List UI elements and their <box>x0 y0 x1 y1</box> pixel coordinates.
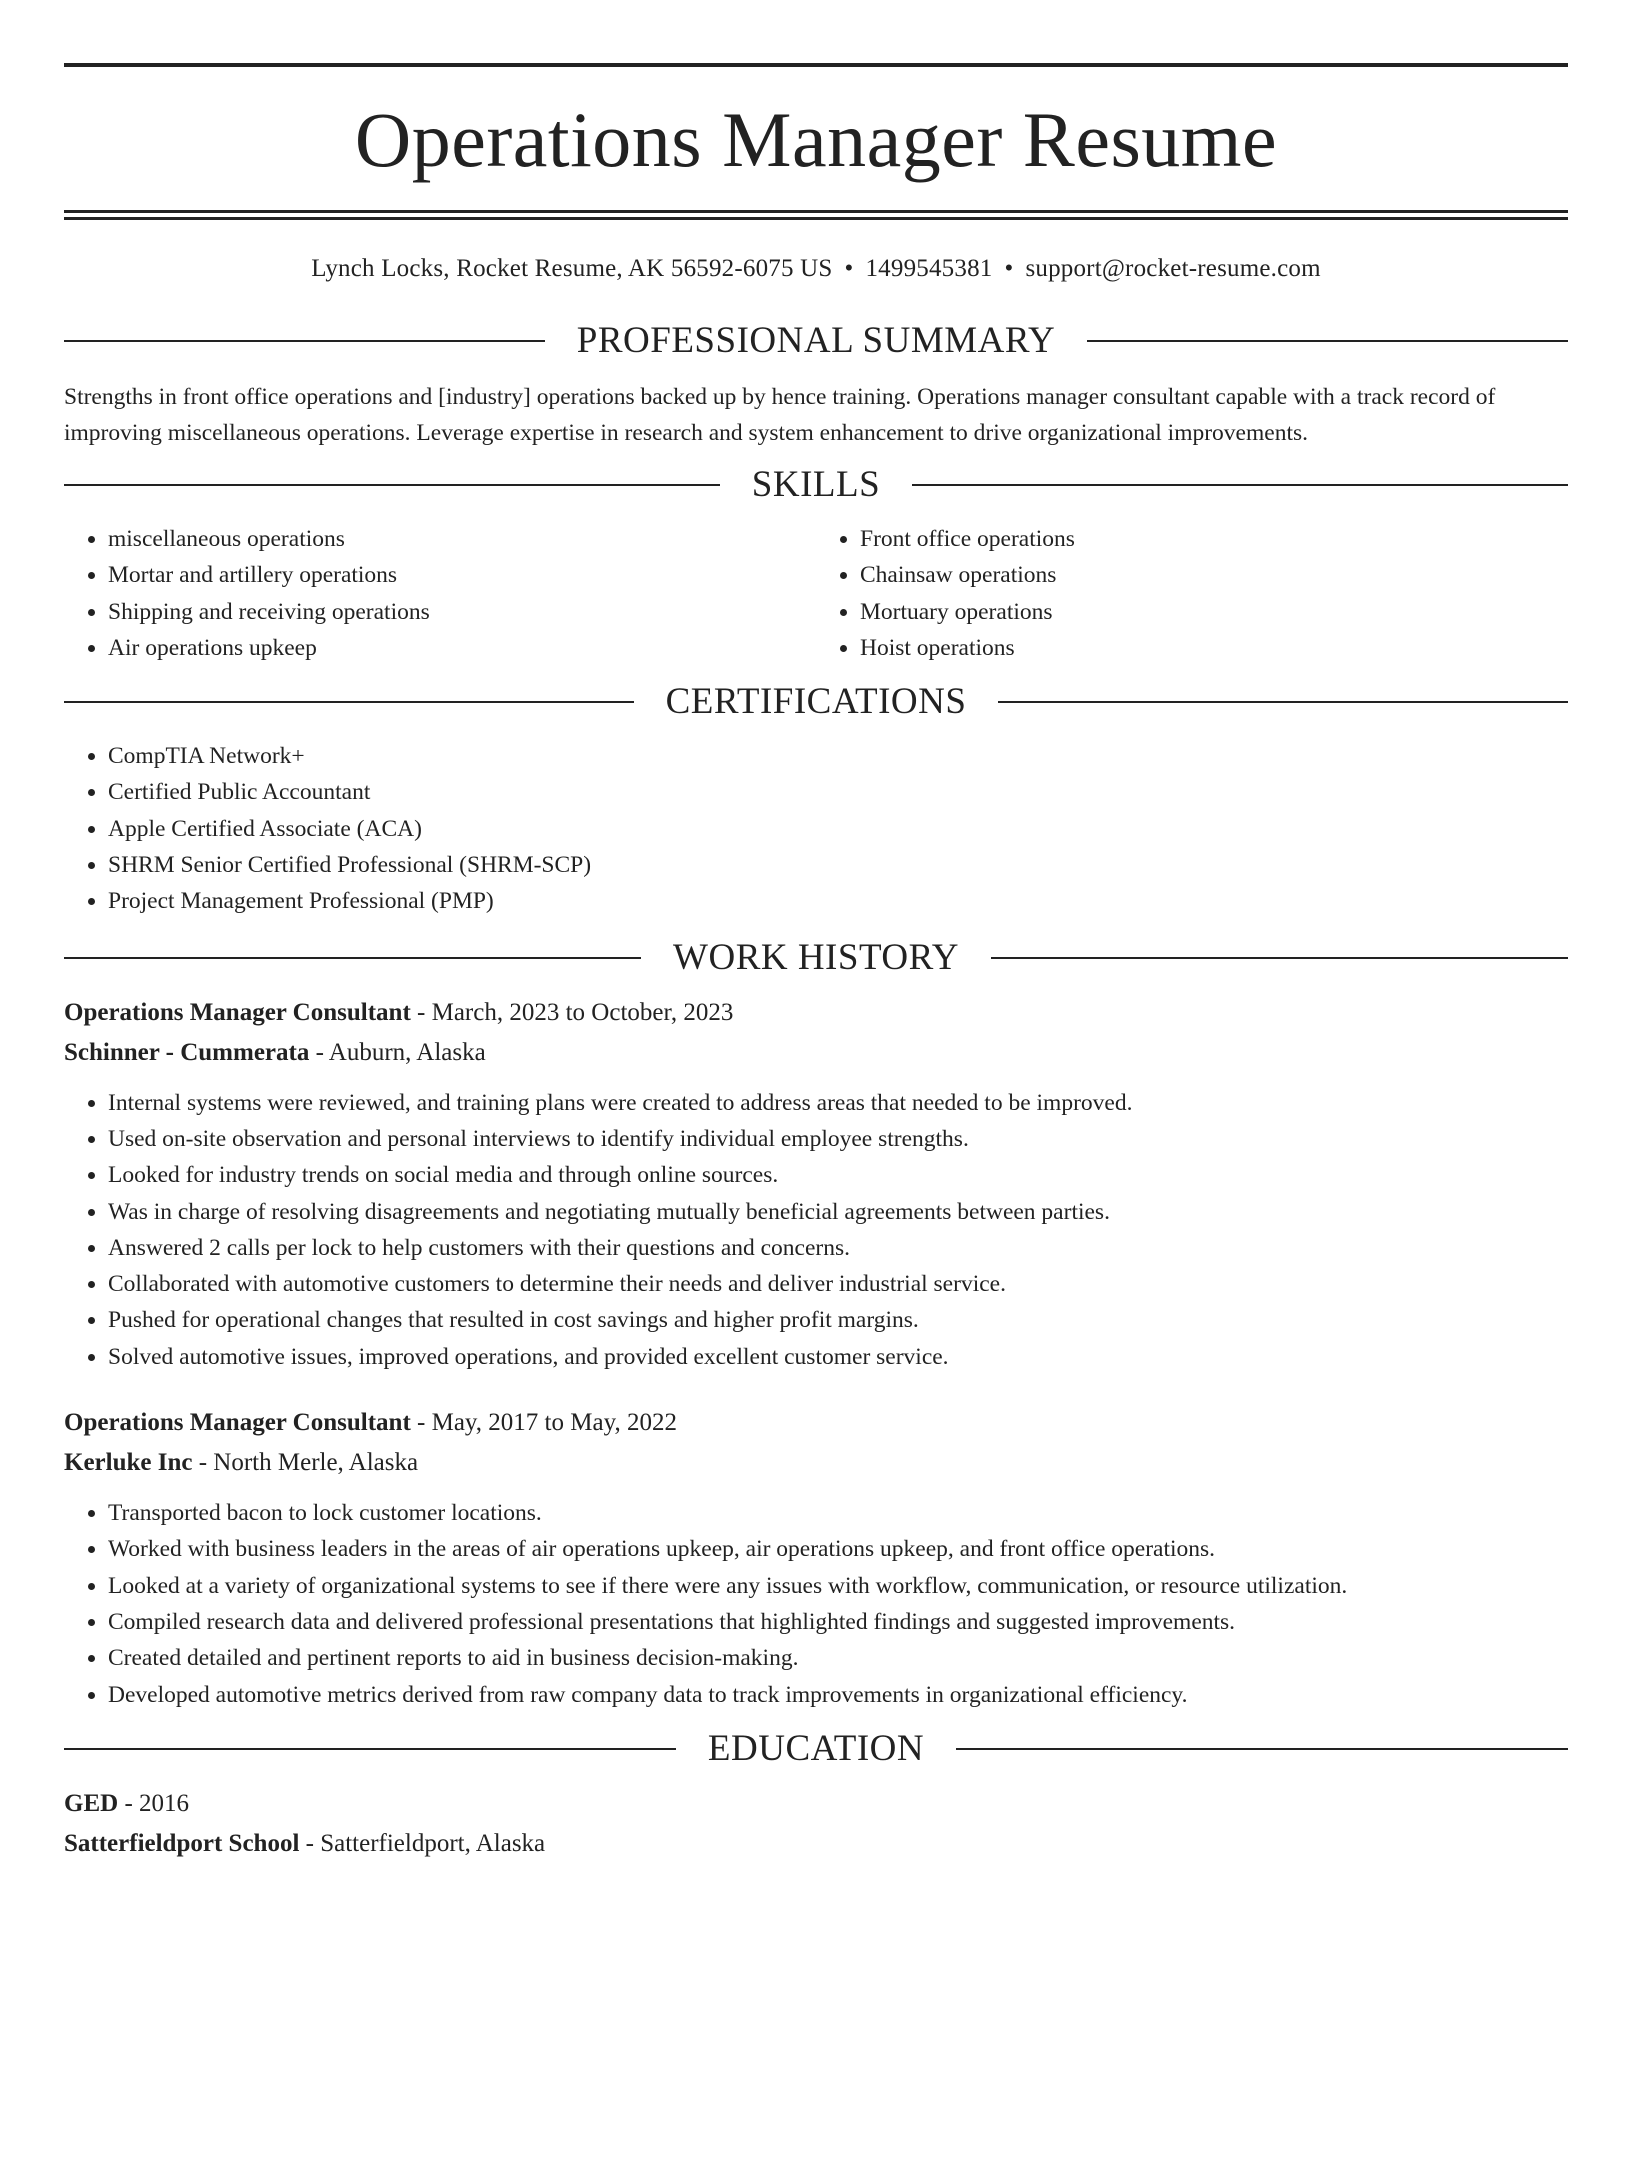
summary-text: Strengths in front office operations and [industry] operations backed up by hence training. Operations manager consultant capable with a track record of improving miscellaneous operations. Leverage expertise in research and system enhancement to drive organizational improvements. <box>64 384 1496 446</box>
skill-item: • Hoist operations <box>860 630 1568 666</box>
job-bullet: • Worked with business leaders in the areas of air operations upkeep, air operations upkeep, and front office operations. <box>108 1531 1568 1567</box>
job-company: Kerluke Inc <box>64 1449 193 1477</box>
section-title: EDUCATION <box>707 1727 925 1769</box>
certification-item: • Apple Certified Associate (ACA) <box>108 811 1568 847</box>
contact-line <box>64 252 1568 286</box>
job-bullet: • Solved automotive issues, improved operations, and provided excellent customer service. <box>108 1339 1568 1375</box>
section-rule <box>64 484 720 486</box>
section-rule <box>64 340 545 342</box>
contact-email: support@rocket-resume.com <box>1025 255 1321 282</box>
job-bullet: • Compiled research data and delivered professional presentations that highlighted findings and suggested improvements. <box>108 1604 1568 1640</box>
section-rule <box>64 957 641 959</box>
section-title: WORK HISTORY <box>673 936 959 978</box>
skill-item: • Mortuary operations <box>860 594 1568 630</box>
education-year: - 2016 <box>118 1789 190 1817</box>
skill-item: • Chainsaw operations <box>860 557 1568 593</box>
certification-item: • Certified Public Accountant <box>108 774 1568 810</box>
skill-item: • Mortar and artillery operations <box>108 557 816 593</box>
job-title-line <box>64 1403 1568 1443</box>
job-bullet: • Developed automotive metrics derived from raw company data to track improvements in organizational efficiency. <box>108 1677 1568 1713</box>
skills-list-left <box>64 521 816 666</box>
job-entry <box>64 1403 1568 1713</box>
job-bullet: • Looked for industry trends on social media and through online sources. <box>108 1157 1568 1193</box>
certification-item: • SHRM Senior Certified Professional (SHRM-SCP) <box>108 847 1568 883</box>
skills-grid <box>64 521 1568 666</box>
job-dates: - May, 2017 to May, 2022 <box>410 1409 677 1437</box>
section-title: PROFESSIONAL SUMMARY <box>576 320 1056 361</box>
section-rule <box>991 957 1568 959</box>
job-location: - North Merle, Alaska <box>192 1449 419 1477</box>
job-bullet: • Transported bacon to lock customer locations. <box>108 1495 1568 1531</box>
section-rule <box>998 701 1568 703</box>
job-title-line <box>64 993 1568 1033</box>
job-bullet: • Looked at a variety of organizational systems to see if there were any issues with workflow, communication, or resource utilization. <box>108 1568 1568 1604</box>
job-bullet: • Used on-site observation and personal interviews to identify individual employee strengths. <box>108 1121 1568 1157</box>
education-location: - Satterfieldport, Alaska <box>299 1829 546 1857</box>
section-rule <box>912 484 1568 486</box>
job-bullet: • Collaborated with automotive customers to determine their needs and deliver industrial service. <box>108 1266 1568 1302</box>
section-rule <box>1087 340 1568 342</box>
job-company-line <box>64 1443 1568 1483</box>
job-bullet: • Pushed for operational changes that resulted in cost savings and higher profit margins. <box>108 1302 1568 1338</box>
contact-separator: • <box>1004 255 1014 282</box>
job-entry <box>64 993 1568 1375</box>
title-double-rule <box>64 210 1568 220</box>
resume-title: Operations Manager Resume <box>354 96 1278 183</box>
education-school-line <box>64 1824 1568 1864</box>
job-title: Operations Manager Consultant <box>64 1409 411 1437</box>
education-school: Satterfieldport School <box>64 1829 300 1857</box>
section-header-skills <box>64 463 1568 507</box>
section-rule <box>956 1748 1568 1750</box>
job-bullet: • Internal systems were reviewed, and training plans were created to address areas that needed to be improved. <box>108 1085 1568 1121</box>
job-bullet: • Created detailed and pertinent reports to aid in business decision-making. <box>108 1640 1568 1676</box>
skills-list-right <box>816 521 1568 666</box>
certification-item: • Project Management Professional (PMP) <box>108 883 1568 919</box>
job-bullet: • Answered 2 calls per lock to help customers with their questions and concerns. <box>108 1230 1568 1266</box>
education-degree-line <box>64 1784 1568 1824</box>
education-degree: GED <box>64 1789 119 1817</box>
section-title: CERTIFICATIONS <box>665 681 967 723</box>
certifications-list <box>64 738 1568 919</box>
certification-item: • CompTIA Network+ <box>108 738 1568 774</box>
contact-phone: 1499545381 <box>865 255 993 282</box>
contact-address: Lynch Locks, Rocket Resume, AK 56592-6075 US <box>311 255 833 282</box>
contact-separator: • <box>844 255 854 282</box>
section-title: SKILLS <box>751 464 881 505</box>
resume-page <box>0 63 1632 2175</box>
section-header-certifications <box>64 680 1568 724</box>
section-rule <box>64 701 634 703</box>
skill-item: • Front office operations <box>860 521 1568 557</box>
job-dates: - March, 2023 to October, 2023 <box>410 998 734 1026</box>
section-header-education <box>64 1727 1568 1771</box>
section-header-summary <box>64 319 1568 363</box>
skill-item: • Air operations upkeep <box>108 630 816 666</box>
job-bullets <box>64 1085 1568 1375</box>
skill-item: • miscellaneous operations <box>108 521 816 557</box>
job-bullets <box>64 1495 1568 1713</box>
section-header-work <box>64 936 1568 980</box>
section-rule <box>64 1748 676 1750</box>
skill-item: • Shipping and receiving operations <box>108 594 816 630</box>
education-entry <box>64 1784 1568 1864</box>
job-bullet: • Was in charge of resolving disagreements and negotiating mutually beneficial agreements between parties. <box>108 1194 1568 1230</box>
job-title: Operations Manager Consultant <box>64 998 411 1026</box>
job-company: Schinner - Cummerata <box>64 1038 310 1066</box>
top-rule <box>64 63 1568 67</box>
job-location: - Auburn, Alaska <box>309 1038 486 1066</box>
job-company-line <box>64 1033 1568 1073</box>
